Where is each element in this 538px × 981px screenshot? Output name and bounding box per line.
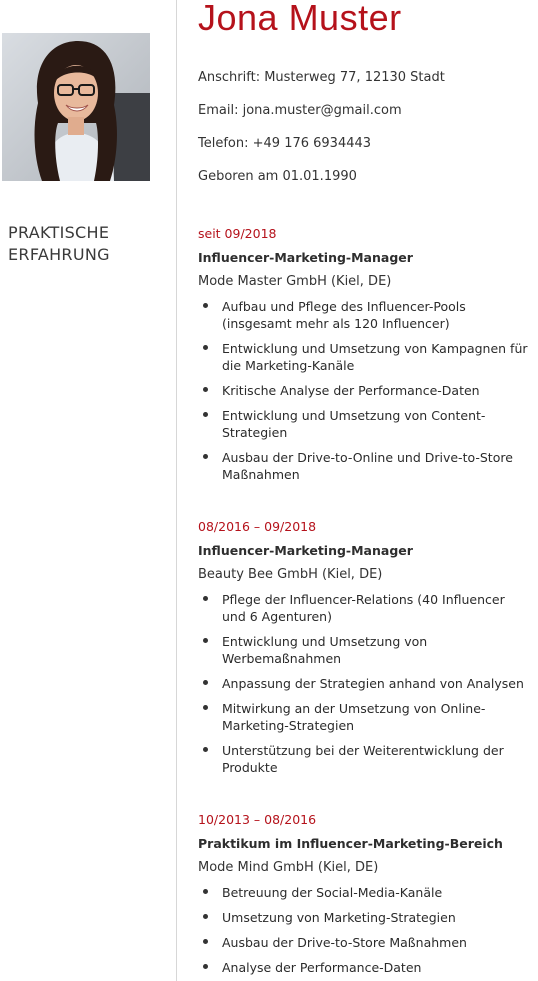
list-item: Kritische Analyse der Performance-Daten <box>198 382 538 399</box>
experience-role: Influencer-Marketing-Manager <box>198 250 413 265</box>
experience-task-list <box>198 591 538 776</box>
person-name: Jona Muster <box>198 0 402 38</box>
list-item: Betreuung der Social-Media-Kanäle <box>198 884 538 901</box>
portrait-photo <box>2 33 150 181</box>
contact-phone: Telefon: +49 176 6934443 <box>198 136 372 151</box>
experience-date: 08/2016 – 09/2018 <box>198 519 317 534</box>
experience-date: 10/2013 – 08/2016 <box>198 812 317 827</box>
experience-role: Influencer-Marketing-Manager <box>198 543 413 558</box>
experience-role: Praktikum im Influencer-Marketing-Bereich <box>198 836 503 851</box>
experience-entry <box>198 225 538 483</box>
experience-company: Mode Master GmbH (Kiel, DE) <box>198 274 392 289</box>
list-item: Anpassung der Strategien anhand von Analysen <box>198 675 538 692</box>
portrait-icon <box>2 33 150 181</box>
list-item: Entwicklung und Umsetzung von Kampagnen für die Marketing-Kanäle <box>198 340 538 374</box>
list-item: Pflege der Influencer-Relations (40 Influencer und 6 Agenturen) <box>198 591 538 625</box>
experience-entry <box>198 518 538 776</box>
list-item: Entwicklung und Umsetzung von Werbemaßnahmen <box>198 633 538 667</box>
experience-entry <box>198 811 538 976</box>
list-item: Unterstützung bei der Weiterentwicklung der Produkte <box>198 742 538 776</box>
experience-task-list <box>198 298 538 483</box>
list-item: Aufbau und Pflege des Influencer-Pools (insgesamt mehr als 120 Influencer) <box>198 298 538 332</box>
list-item: Umsetzung von Marketing-Strategien <box>198 909 538 926</box>
list-item: Entwicklung und Umsetzung von Content- Strategien <box>198 407 538 441</box>
experience-company: Beauty Bee GmbH (Kiel, DE) <box>198 567 383 582</box>
section-title-experience: PRAKTISCHE ERFAHRUNG <box>8 223 110 264</box>
experience-company: Mode Mind GmbH (Kiel, DE) <box>198 860 379 875</box>
contact-email: Email: jona.muster@gmail.com <box>198 103 402 118</box>
list-item: Ausbau der Drive-to-Store Maßnahmen <box>198 934 538 951</box>
list-item: Analyse der Performance-Daten <box>198 959 538 976</box>
list-item: Ausbau der Drive-to-Online und Drive-to-Store Maßnahmen <box>198 449 538 483</box>
contact-birthdate: Geboren am 01.01.1990 <box>198 169 357 184</box>
experience-date: seit 09/2018 <box>198 226 277 241</box>
column-divider <box>176 0 177 981</box>
list-item: Mitwirkung an der Umsetzung von Online- Marketing-Strategien <box>198 700 538 734</box>
experience-task-list <box>198 884 538 976</box>
contact-address: Anschrift: Musterweg 77, 12130 Stadt <box>198 70 445 85</box>
